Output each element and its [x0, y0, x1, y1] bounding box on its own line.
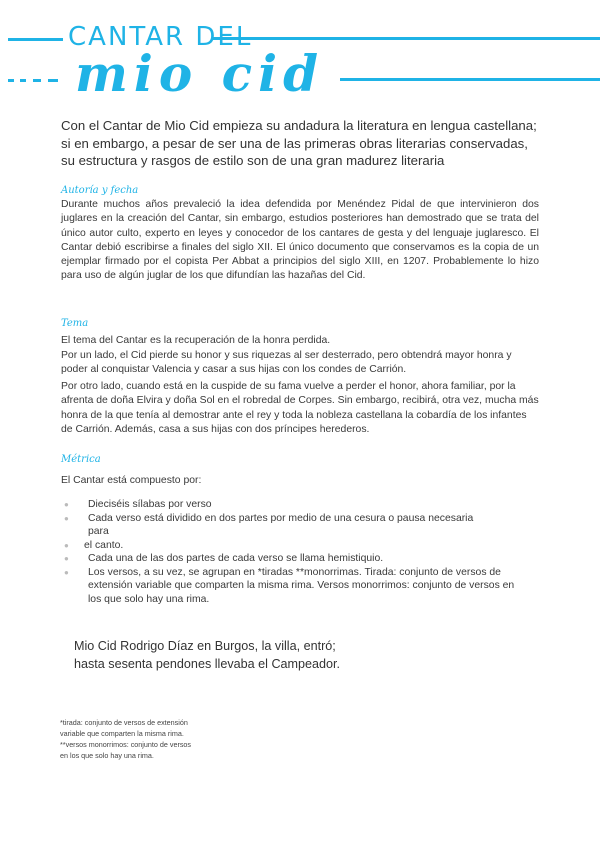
- bullet-icon: ●: [64, 554, 69, 563]
- verse-line-1: Mio Cid Rodrigo Díaz en Burgos, la villa, entró;: [74, 639, 336, 653]
- header-rule-lower: [340, 78, 600, 81]
- metrica-list: [64, 498, 524, 606]
- section-heading-autoria: Autoría y fecha: [61, 185, 139, 196]
- tema-paragraph-3: Por otro lado, cuando está en la cuspide de su fama vuelve a perder el honor, ahora familiar, por la afrenta de doña Elvira y doña Sol en el robredal de Corpes. Sin embargo, recibirá, otra vez, mucha más honra de la que tenía al demostrar ante el rey y toda la nobleza castellana la cobardía de los infantes de Carrión. Además, casa a sus hijas con dos príncipes herederos.: [61, 381, 539, 435]
- section-heading-metrica: Métrica: [61, 454, 101, 465]
- tema-paragraph-1: El tema del Cantar es la recuperación de la honra perdida.: [61, 335, 331, 346]
- header-dash-3: [33, 79, 41, 82]
- list-item: ● Cada verso está dividido en dos partes por medio de una cesura o pausa necesaria para: [64, 512, 474, 537]
- list-item: ● el canto.: [64, 539, 124, 551]
- title-line-1: CANTAR DEL: [68, 22, 253, 52]
- bullet-icon: ●: [64, 513, 69, 523]
- header-rule-left: [8, 38, 63, 41]
- autoria-paragraph: Durante muchos años prevaleció la idea defendida por Menéndez Pidal de que intervinieron dos juglares en la creación del Cantar, sin embargo, estudios posteriores han demostrado que se trata del único autor culto, experto en leyes y conocedor de los cantares de gesta y del lenguaje juglaresco. El Cantar debió escribirse a finales del siglo XII. El único documento que conservamos es la copia de un ejemplar firmado por el copista Per Abbat a principios del siglo XIII, en 1207. Probablemente lo hizo para uso de algún juglar de los que difundían las hazañas del Cid.: [61, 199, 539, 282]
- list-item: ● Cada una de las dos partes de cada verso se llama hemistiquio.: [64, 553, 384, 564]
- tema-paragraph-2: Por un lado, el Cid pierde su honor y sus riquezas al ser desterrado, pero obtendrá mayor honra y poder al conquistar Valencia y casar a sus hijas con los condes de Carrión.: [61, 350, 512, 376]
- list-item: ● Los versos, a su vez, se agrupan en *tiradas **monorrimas. Tirada: conjunto de versos de extensión variable que comparten la misma rima. Versos monorrimos: conjunto de versos en los que solo hay una rima.: [64, 566, 515, 605]
- title-line-2: mio cid: [75, 44, 325, 103]
- verse-quote: [74, 637, 340, 673]
- intro-paragraph: Con el Cantar de Mio Cid empieza su andadura la literatura en lengua castellana; si en embargo, a pesar de ser una de las primeras obras literarias conservadas, su estructura y rasgos de estilo son de una gran madurez literaria: [61, 118, 537, 168]
- header-dash-1: [8, 79, 14, 82]
- footnote-1: *tirada: conjunto de versos de extensión variable que comparten la misma rima.: [60, 718, 188, 738]
- bullet-icon: ●: [64, 567, 69, 577]
- list-item: ● Dieciséis sílabas por verso: [64, 499, 212, 510]
- footnote-2: **versos monorrimos: conjunto de versos en los que solo hay una rima.: [60, 740, 192, 760]
- header-dash-4: [48, 79, 58, 82]
- verse-line-2: hasta sesenta pendones llevaba el Campeador.: [74, 657, 341, 671]
- bullet-icon: ●: [64, 500, 69, 509]
- header-dash-2: [20, 79, 26, 82]
- footnotes: [60, 717, 200, 761]
- header-rule-right: [212, 37, 600, 40]
- section-heading-tema: Tema: [61, 318, 89, 329]
- metrica-lead: El Cantar está compuesto por:: [61, 475, 202, 486]
- bullet-icon: ●: [64, 540, 69, 550]
